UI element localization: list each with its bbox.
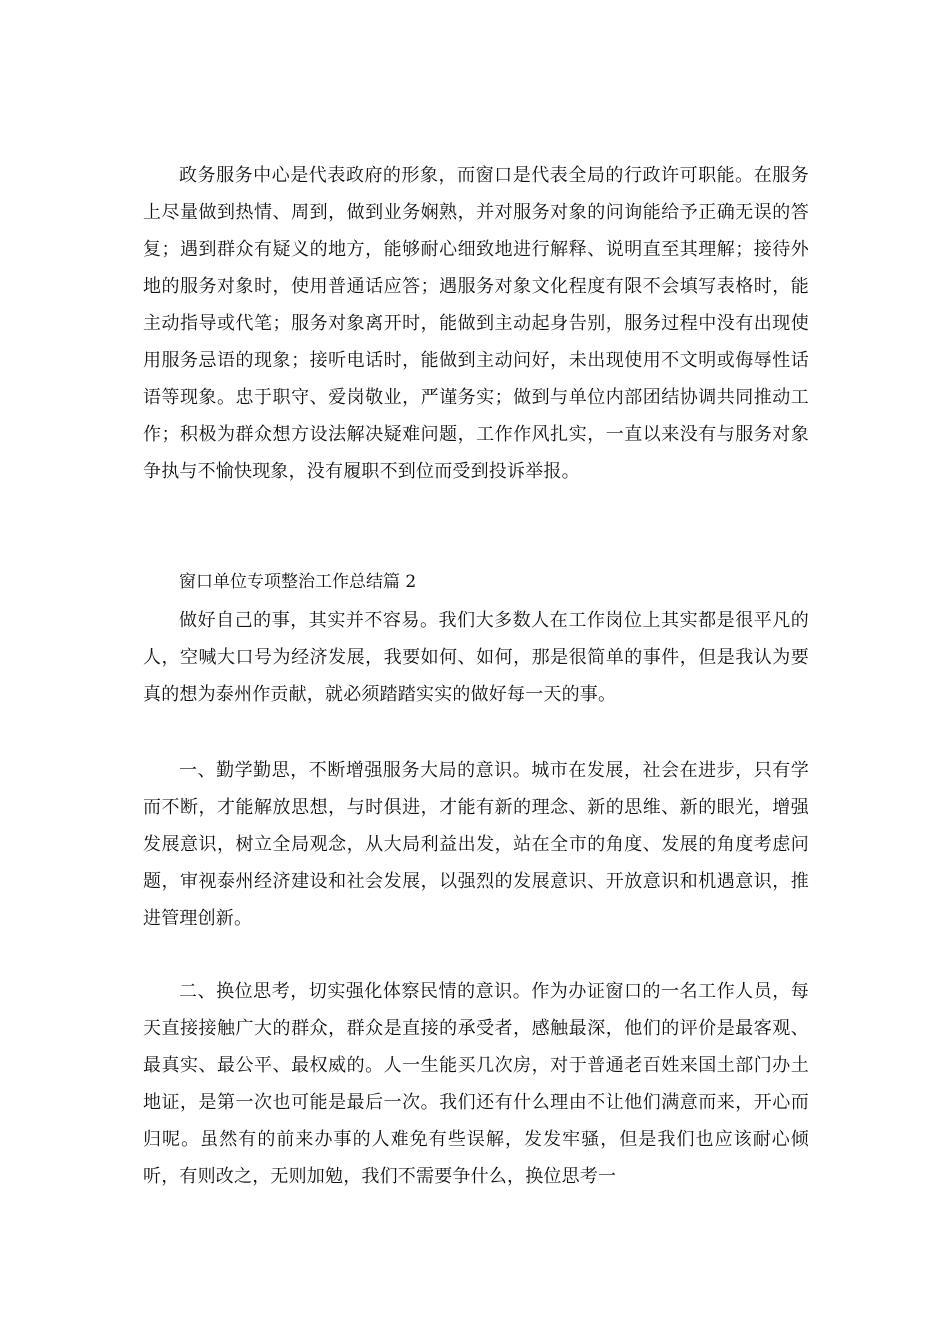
- paragraph-service-center: 政务服务中心是代表政府的形象，而窗口是代表全局的行政许可职能。在服务上尽量做到热情、周到，做到业务娴熟，并对服务对象的问询能给予正确无误的答复；遇到群众有疑义的地方，能够耐心细致地进行解释、说明直至其理解；接待外地的服务对象时，使用普通话应答；遇服务对象文化程度有限不会填写表格时，能主动指导或代笔；服务对象离开时，能做到主动起身告别，服务过程中没有出现使用服务忌语的现象；接听电话时，能做到主动问好，未出现使用不文明或侮辱性话语等现象。忠于职守、爱岗敬业，严谨务实；做到与单位内部团结协调共同推动工作；积极为群众想方设法解决疑难问题，工作作风扎实，一直以来没有与服务对象争执与不愉快现象，没有履职不到位而受到投诉举报。: [143, 165, 809, 482]
- paragraph-point-two: 二、换位思考，切实强化体察民情的意识。作为办证窗口的一名工作人员，每天直接接触广大的群众，群众是直接的承受者，感触最深，他们的评价是最客观、最真实、最公平、最权威的。人一生能买几次房，对于普通老百姓来国土部门办土地证，是第一次也可能是最后一次。我们还有什么理由不让他们满意而来，开心而归呢。虽然有的前来办事的人难免有些误解，发发牢骚，但是我们也应该耐心倾听，有则改之，无则加勉，我们不需要争什么，换位思考一: [143, 981, 809, 1187]
- section-heading: 窗口单位专项整治工作总结篇 2: [179, 572, 417, 592]
- paragraph-intro: 做好自己的事，其实并不容易。我们大多数人在工作岗位上其实都是很平凡的人，空喊大口号为经济发展，我要如何、如何，那是很简单的事件，但是我认为要真的想为泰州作贡献，就必须踏踏实实的做好每一天的事。: [143, 610, 809, 705]
- paragraph-point-one: 一、勤学勤思，不断增强服务大局的意识。城市在发展，社会在进步，只有学而不断，才能解放思想，与时俱进，才能有新的理念、新的思维、新的眼光，增强发展意识，树立全局观念，从大局利益出发，站在全市的角度、发展的角度考虑问题，审视泰州经济建设和社会发展，以强烈的发展意识、开放意识和机遇意识，推进管理创新。: [143, 760, 809, 929]
